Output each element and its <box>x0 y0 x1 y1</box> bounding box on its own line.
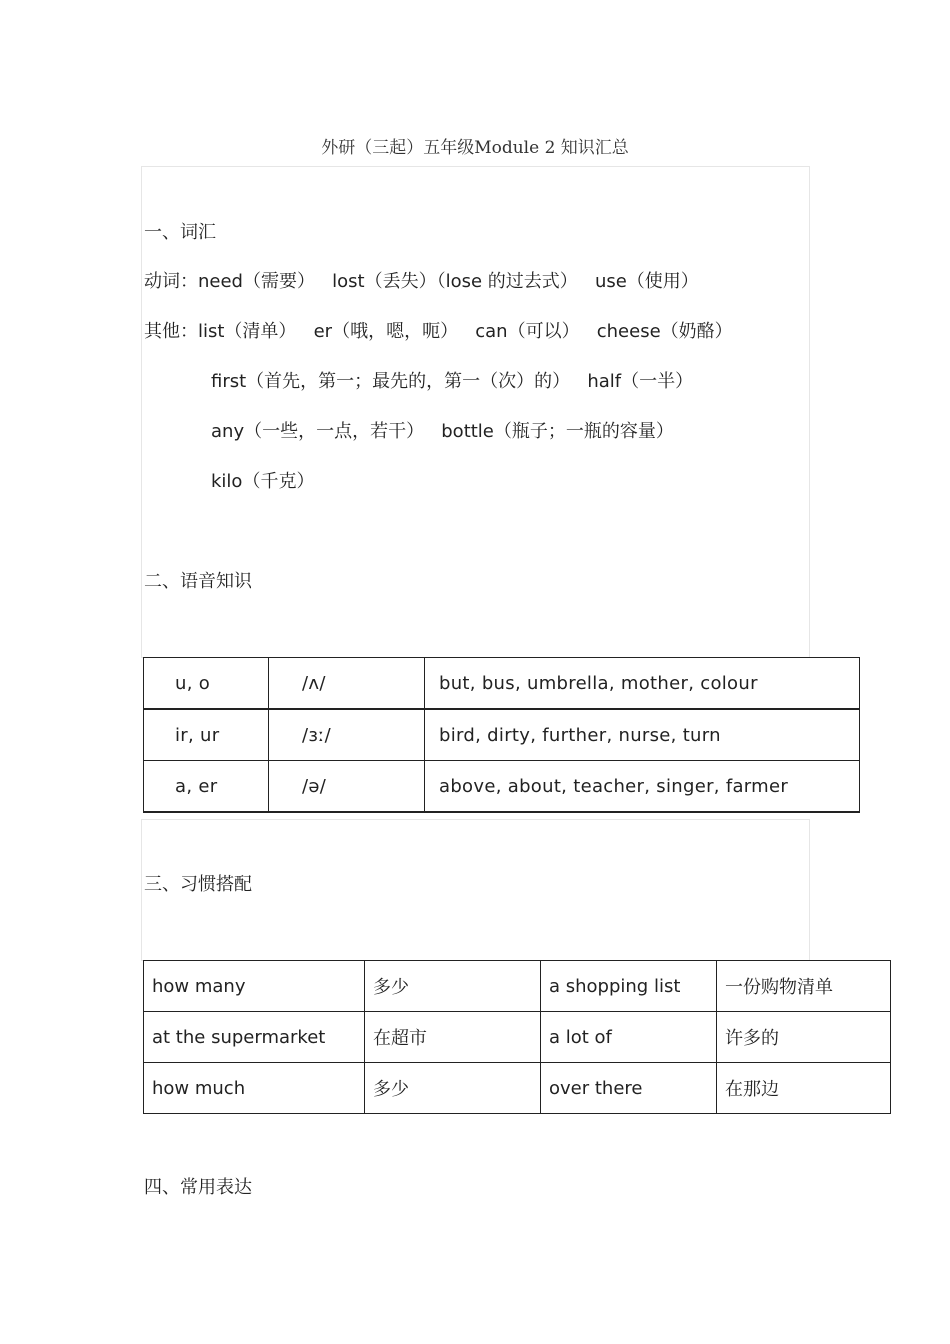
phrase-en: over there <box>541 1063 717 1114</box>
phrase-zh: 在那边 <box>717 1063 891 1114</box>
page-title: 外研（三起）五年级Module 2 知识汇总 <box>321 138 629 158</box>
table-row <box>144 1063 891 1114</box>
vocab-heading: 一、词汇 <box>144 222 216 243</box>
vocab-line-first: first（首先，第一；最先的，第一（次）的） half（一半） <box>211 371 694 392</box>
table-row <box>144 961 891 1012</box>
phrase-zh: 在超市 <box>365 1012 541 1063</box>
phonics-table <box>143 657 860 813</box>
table-row <box>144 761 860 813</box>
phrase-en: a shopping list <box>541 961 717 1012</box>
vocab-line-kilo: kilo（千克） <box>211 471 315 492</box>
table-row <box>144 709 860 761</box>
phonics-words: above, about, teacher, singer, farmer <box>425 761 860 813</box>
vocab-line-others: 其他：list（清单） er（哦，嗯，呃） can（可以） cheese（奶酪） <box>144 321 733 342</box>
phonics-heading: 二、语音知识 <box>144 571 252 592</box>
phrases-table <box>143 960 891 1114</box>
phrase-zh: 许多的 <box>717 1012 891 1063</box>
phrases-heading: 三、习惯搭配 <box>144 874 252 895</box>
phonics-sound: /ɜː/ <box>269 709 425 761</box>
phrase-en: how many <box>144 961 365 1012</box>
phrase-en: a lot of <box>541 1012 717 1063</box>
phonics-sound: /ə/ <box>269 761 425 813</box>
phonics-sound: /ʌ/ <box>269 658 425 710</box>
phonics-letters: a, er <box>144 761 269 813</box>
phrase-zh: 多少 <box>365 961 541 1012</box>
phonics-words: bird, dirty, further, nurse, turn <box>425 709 860 761</box>
phonics-letters: u, o <box>144 658 269 710</box>
phrase-zh: 多少 <box>365 1063 541 1114</box>
phrase-en: at the supermarket <box>144 1012 365 1063</box>
table-row <box>144 1012 891 1063</box>
table-row <box>144 658 860 710</box>
phrase-en: how much <box>144 1063 365 1114</box>
phonics-words: but, bus, umbrella, mother, colour <box>425 658 860 710</box>
phrase-zh: 一份购物清单 <box>717 961 891 1012</box>
phonics-letters: ir, ur <box>144 709 269 761</box>
vocab-line-any: any（一些，一点，若干） bottle（瓶子；一瓶的容量） <box>211 421 674 442</box>
vocab-line-verbs: 动词：need（需要） lost（丢失）（lose 的过去式） use（使用） <box>144 271 699 292</box>
expressions-heading: 四、常用表达 <box>144 1177 252 1198</box>
